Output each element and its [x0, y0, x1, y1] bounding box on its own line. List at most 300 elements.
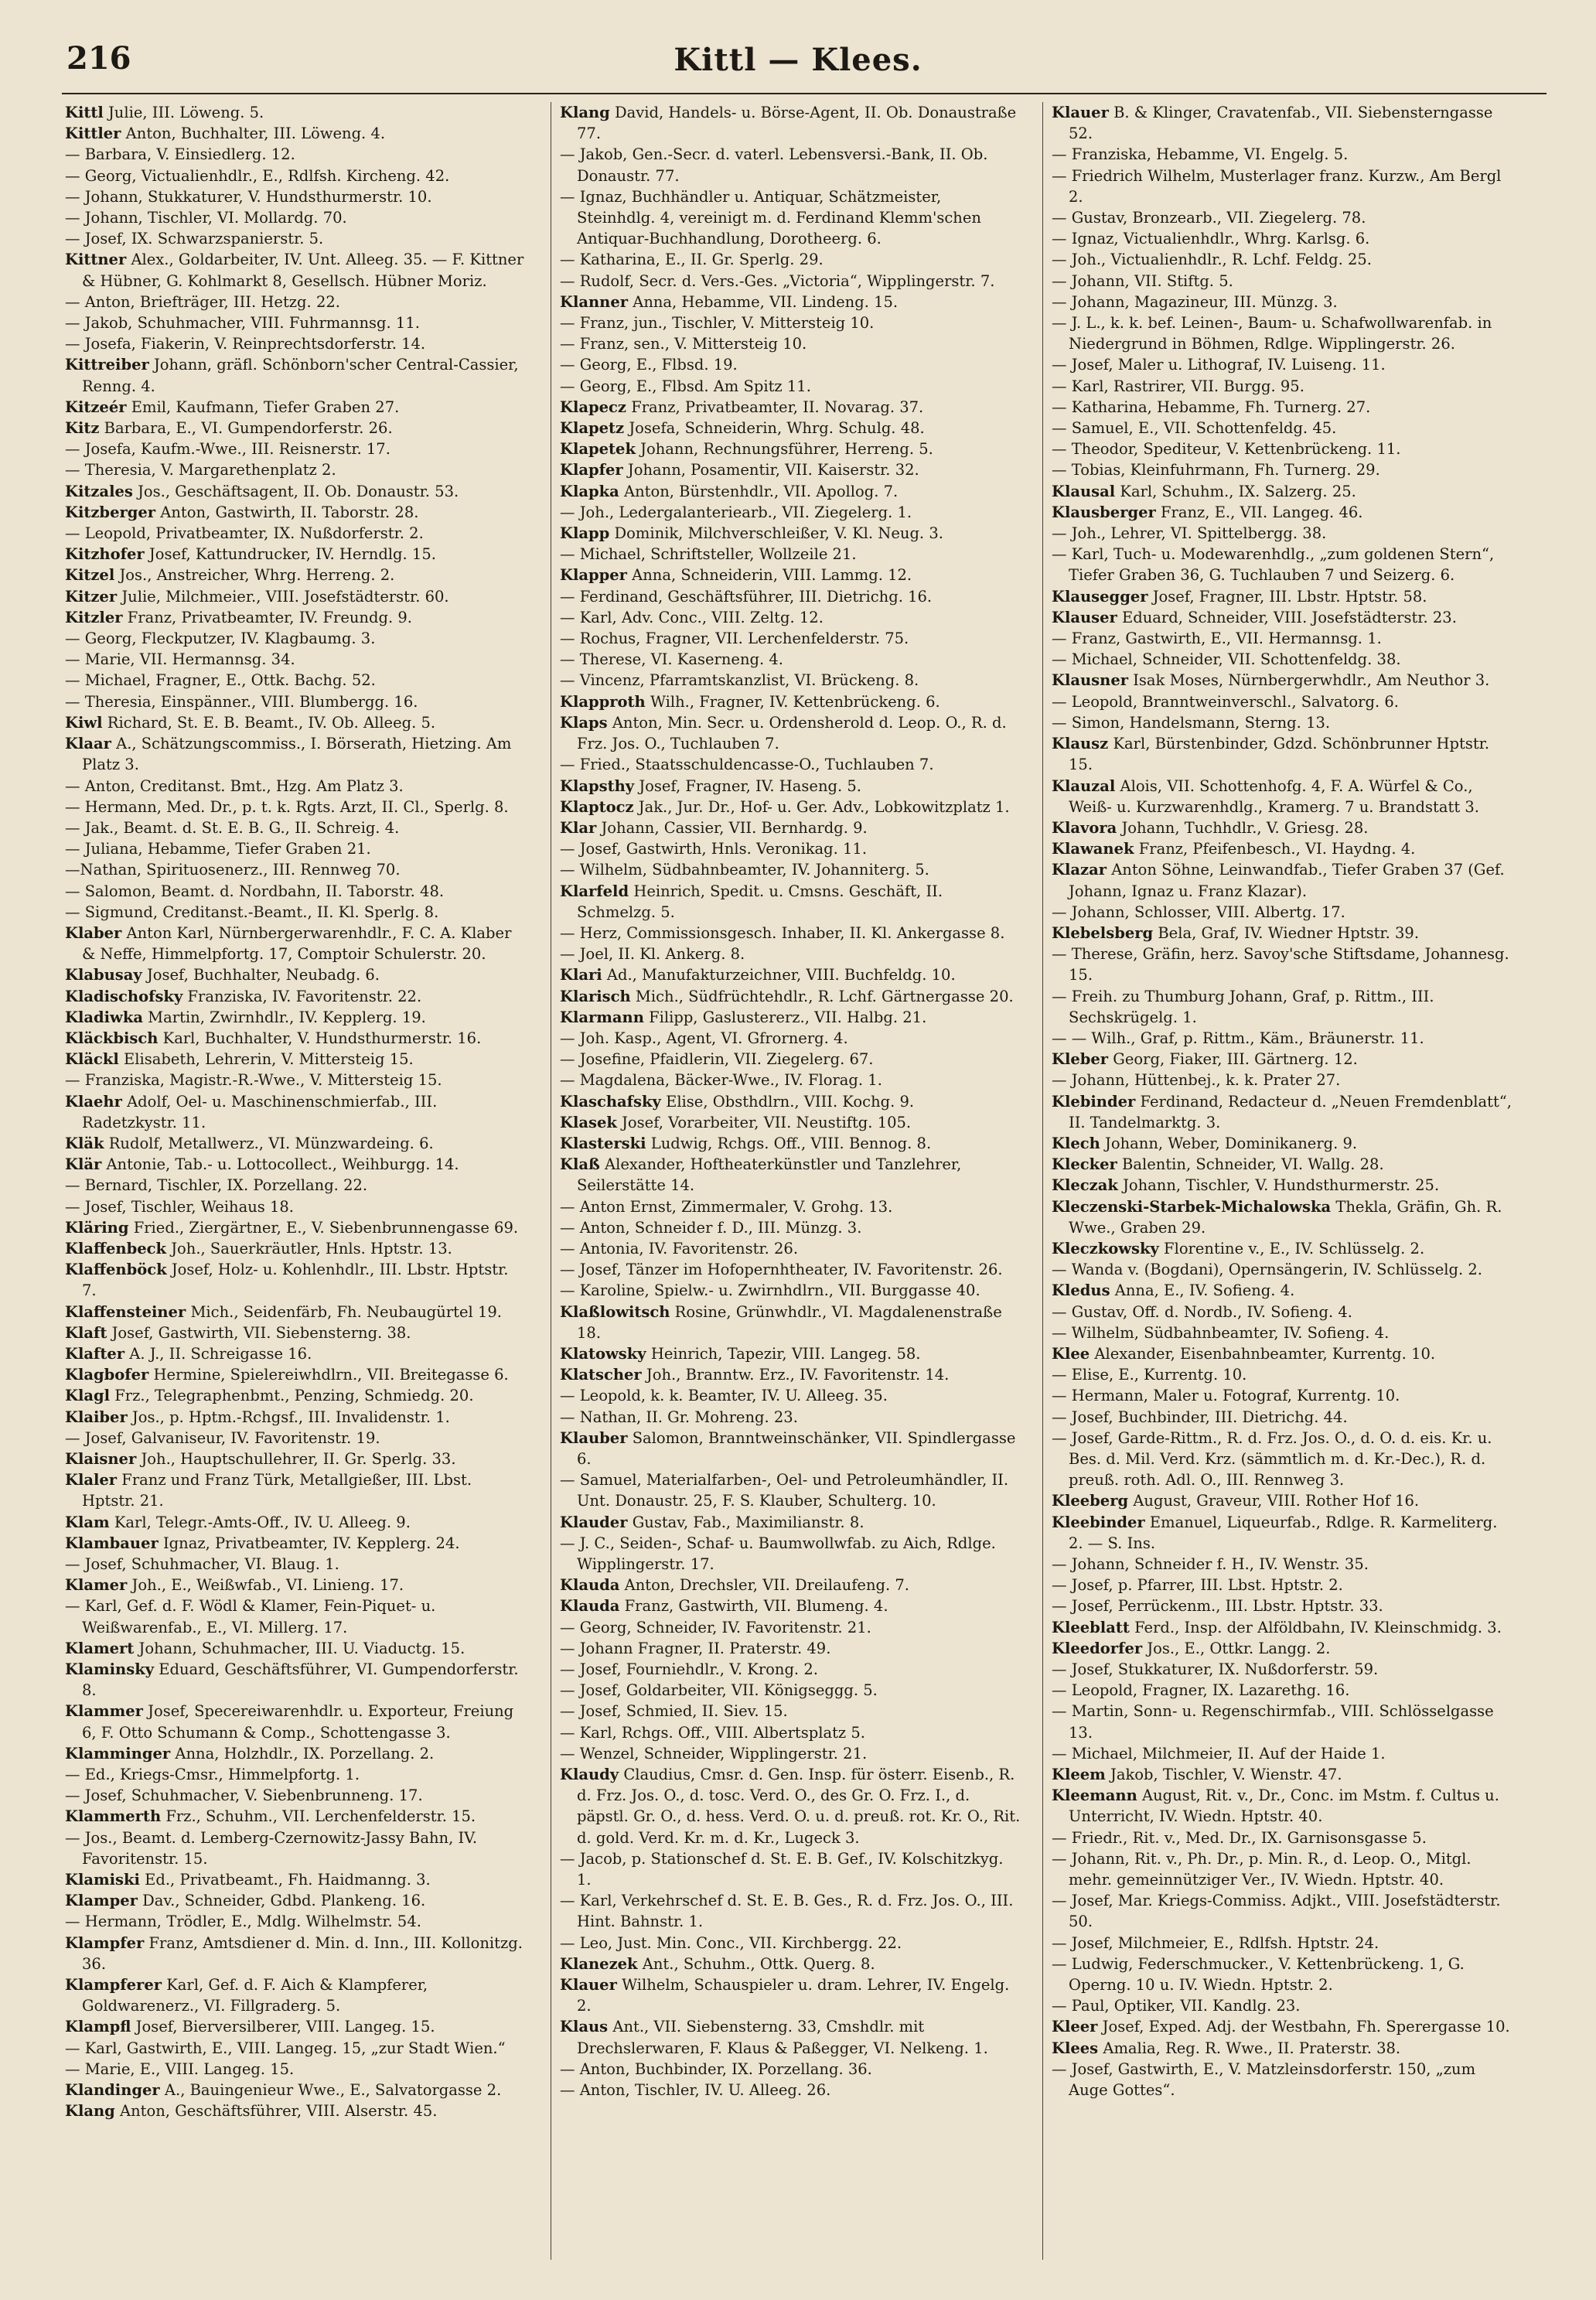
entry-text: Filipp, Gaslustererz., VII. Halbg. 21. [649, 1008, 927, 1026]
directory-entry [560, 1701, 1022, 1722]
directory-entry [560, 1007, 1022, 1028]
directory-entry [1052, 249, 1514, 270]
entry-text: — Josef, Perrückenm., III. Lbstr. Hptstr. 33. [1052, 1597, 1383, 1616]
directory-entry [65, 544, 527, 565]
directory-entry [560, 292, 1022, 312]
directory-entry [65, 292, 527, 312]
directory-entry [1052, 2016, 1514, 2037]
directory-entry [65, 1701, 527, 1742]
entry-text: — Vincenz, Pfarramtskanzlist, VI. Brückeng. 8. [560, 671, 919, 690]
directory-entry [560, 1638, 1022, 1659]
directory-entry [1052, 986, 1514, 1028]
entry-text: — Anton, Schneider f. D., III. Münzg. 3. [560, 1218, 862, 1237]
entry-text: Hermine, Spielereiwhdlrn., VII. Breitegasse 6. [153, 1366, 509, 1384]
entry-surname: Kleczkowsky [1052, 1239, 1159, 1257]
entry-surname: Klawanek [1052, 840, 1134, 858]
directory-entry [560, 1364, 1022, 1385]
entry-text: Anton, Drechsler, VII. Dreilaufeng. 7. [624, 1576, 910, 1595]
directory-entry [560, 1512, 1022, 1533]
entry-text: Josef, Fragner, IV. Haseng. 5. [639, 776, 861, 795]
directory-entry [560, 459, 1022, 480]
entry-text: — Karl, Verkehrschef d. St. E. B. Ges., R. d. Frz. Jos. O., III. Hint. Bahnstr. 1. [560, 1892, 1014, 1931]
directory-entry [1052, 1028, 1514, 1049]
entry-surname: Kleeberg [1052, 1492, 1129, 1510]
directory-entry [1052, 144, 1514, 165]
entry-text: Alexander, Hoftheaterkünstler und Tanzlehrer, Seilerstätte 14. [577, 1155, 962, 1195]
directory-entry [65, 502, 527, 523]
directory-entry [560, 186, 1022, 250]
entry-surname: Klamminger [65, 1744, 171, 1763]
entry-text: — Johann, Hüttenbej., k. k. Prater 27. [1052, 1071, 1341, 1090]
directory-entry [65, 1869, 527, 1890]
directory-entry [560, 712, 1022, 754]
page-number: 216 [66, 40, 131, 77]
entry-surname: Klapper [560, 566, 627, 585]
entry-text: Anton Karl, Nürnbergerwarenhdlr., F. C. A. Klaber & Neffe, Himmelpfortg. 17, Comptoir Schulerstr. 20. [82, 923, 512, 964]
entry-text: Rudolf, Metallwerz., VI. Münzwardeing. 6. [108, 1134, 434, 1152]
directory-entry [1052, 207, 1514, 228]
directory-entry [65, 1428, 527, 1449]
directory-entry [65, 418, 527, 439]
directory-entry [1052, 1322, 1514, 1343]
directory-entry [65, 859, 527, 880]
entry-text: Richard, St. E. B. Beamt., IV. Ob. Alleeg. 5. [107, 713, 436, 732]
entry-text: — Josef, Tänzer im Hofopernhtheater, IV. Favoritenstr. 26. [560, 1261, 1003, 1279]
entry-text: Jos., Anstreicher, Whrg. Herreng. 2. [119, 566, 395, 585]
entry-text: — Therese, VI. Kaserneng. 4. [560, 650, 783, 669]
entry-text: — Barbara, V. Einsiedlerg. 12. [65, 145, 295, 164]
entry-text: Anton, Gastwirth, II. Taborstr. 28. [160, 503, 419, 521]
directory-entry [65, 144, 527, 165]
entry-text: Anton Söhne, Leinwandfab., Tiefer Graben 37 (Gef. Johann, Ignaz u. Franz Klazar). [1069, 861, 1505, 900]
directory-entry [65, 207, 527, 228]
directory-entry [65, 1595, 527, 1637]
entry-text: — Georg, E., Flbsd. Am Spitz 11. [560, 377, 811, 395]
entry-text: Josef, Vorarbeiter, VII. Neustiftg. 105. [622, 1113, 912, 1131]
entry-text: Ad., Manufakturzeichner, VIII. Buchfeldg. 10. [606, 966, 956, 984]
entry-text: Barbara, E., VI. Gumpendorferstr. 26. [104, 419, 393, 438]
directory-entry [65, 712, 527, 733]
entry-text: — Joh., Victualienhdlr., R. Lchf. Feldg. 25. [1052, 251, 1372, 269]
directory-entry [560, 1890, 1022, 1932]
entry-text: Isak Moses, Nürnbergerwhdlr., Am Neuthor 3. [1133, 671, 1490, 690]
directory-entry [1052, 1848, 1514, 1890]
entry-text: David, Handels- u. Börse-Agent, II. Ob. Donaustraße 77. [577, 104, 1017, 143]
entry-text: — Georg, Schneider, IV. Favoritenstr. 21. [560, 1618, 871, 1636]
directory-entry [560, 102, 1022, 144]
entry-text: — Rudolf, Secr. d. Vers.-Ges. „Victoria“, Wipplingerstr. 7. [560, 271, 995, 290]
directory-entry [560, 1575, 1022, 1595]
directory-entry [1052, 1680, 1514, 1701]
entry-text: — Paul, Optiker, VII. Kandlg. 23. [1052, 1997, 1301, 2015]
entry-surname: Klaus [560, 2018, 609, 2036]
directory-entry [560, 1217, 1022, 1238]
directory-entry [65, 1911, 527, 1932]
entry-text: Balentin, Schneider, VI. Wallg. 28. [1122, 1155, 1384, 1174]
entry-text: Ant., Schuhm., Ottk. Querg. 8. [642, 1954, 875, 1973]
entry-text: Wilhelm, Schauspieler u. dram. Lehrer, IV. Engelg. 2. [577, 1976, 1010, 2015]
entry-surname: Klaß [560, 1155, 600, 1174]
entry-surname: Klamer [65, 1576, 128, 1595]
entry-text: Claudius, Cmsr. d. Gen. Insp. für österr. Eisenb., R. d. Frz. Jos. O., d. tosc. Verd. O., des Gr. O. Frz. I., d. päpstl. Gr. O., d. hess. Verd. O. u. d. preuß. rot. Kr. O., Rit. d. gold. Verd. Kr. m. d. Kr., Lugeck 3. [577, 1766, 1021, 1847]
directory-entry [560, 1617, 1022, 1638]
entry-surname: Klaber [65, 923, 122, 942]
entry-surname: Klapsthy [560, 776, 635, 795]
entry-text: Anton, Bürstenhdlr., VII. Apollog. 7. [623, 482, 899, 500]
entry-surname: Kittreiber [65, 356, 149, 374]
directory-entry [1052, 607, 1514, 628]
entry-text: Josefa, Schneiderin, Whrg. Schulg. 48. [629, 419, 925, 438]
entry-surname: Klauda [560, 1597, 620, 1616]
entry-text: Josef, Bierversilberer, VIII. Langeg. 15. [135, 2018, 435, 2036]
entry-text: — Leopold, Branntweinverschl., Salvatorg. 6. [1052, 692, 1399, 711]
entry-text: — Josef, Gastwirth, E., V. Matzleinsdorferstr. 150, „zum Auge Gottes“. [1052, 2059, 1476, 2100]
entry-text: Karl, Bürstenbinder, Gdzd. Schönbrunner Hptstr. 15. [1069, 735, 1490, 774]
entry-text: Fried., Ziergärtner, E., V. Siebenbrunnengasse 69. [133, 1218, 519, 1237]
directory-entry [560, 565, 1022, 585]
directory-entry [560, 249, 1022, 270]
entry-text: — Ignaz, Buchhändler u. Antiquar, Schätzmeister, Steinhdlg. 4, vereinigt m. d. Ferdinand Klemm'schen Antiquar-Buchhandlung, Dorotheerg. 6. [560, 187, 981, 248]
directory-entry [560, 986, 1022, 1007]
directory-entry [65, 1743, 527, 1764]
entry-text: Johann, Schuhmacher, III. U. Viaductg. 15. [138, 1639, 466, 1657]
directory-entry [65, 333, 527, 354]
directory-entry [560, 1238, 1022, 1259]
directory-entry [560, 376, 1022, 397]
entry-surname: Kleczenski-Starbek-Michalowska [1052, 1197, 1332, 1216]
entry-surname: Klauer [560, 1976, 617, 1995]
entry-text: — Anton, Buchbinder, IX. Porzellang. 36. [560, 2059, 872, 2078]
directory-entry [65, 439, 527, 459]
entry-text: Joh., E., Weißwfab., VI. Linieng. 17. [131, 1576, 404, 1595]
entry-text: — Elise, E., Kurrentg. 10. [1052, 1366, 1247, 1384]
entry-surname: Kittner [65, 251, 127, 269]
directory-entry [560, 397, 1022, 418]
directory-entry [560, 670, 1022, 691]
directory-entry [1052, 1490, 1514, 1511]
entry-text: — Herz, Commissionsgesch. Inhaber, II. Kl. Ankergasse 8. [560, 923, 1005, 942]
entry-surname: Klebinder [1052, 1092, 1136, 1111]
directory-entry [560, 144, 1022, 186]
directory-entry [65, 1070, 527, 1090]
directory-entry [560, 2016, 1022, 2058]
entry-surname: Klampfl [65, 2018, 131, 2036]
directory-entry [560, 1469, 1022, 1511]
entry-surname: Kleczak [1052, 1176, 1118, 1195]
directory-entry [560, 586, 1022, 607]
directory-entry [65, 166, 527, 186]
entry-text: — Jakob, Gen.-Secr. d. vaterl. Lebensversi.-Bank, II. Ob. Donaustr. 77. [560, 145, 988, 185]
entry-surname: Klarfeld [560, 882, 629, 900]
directory-entry [65, 964, 527, 985]
entry-text: — Ferdinand, Geschäftsführer, III. Dietrichg. 16. [560, 587, 933, 606]
entry-text: Florentine v., E., IV. Schlüsselg. 2. [1164, 1239, 1425, 1257]
entry-surname: Klauder [560, 1513, 628, 1531]
entry-surname: Kitzales [65, 482, 133, 500]
entry-surname: Klanezek [560, 1954, 638, 1973]
entry-surname: Klasterski [560, 1134, 646, 1152]
entry-text: — Karl, Rchgs. Off., VIII. Albertsplatz 5. [560, 1723, 865, 1742]
entry-surname: Klagl [65, 1387, 111, 1405]
entry-surname: Klaminsky [65, 1660, 155, 1679]
directory-entry [65, 1512, 527, 1533]
entry-text: — Anton, Tischler, IV. U. Alleeg. 26. [560, 2081, 831, 2100]
entry-text: Karl, Buchhalter, V. Hundsthurmerstr. 16. [162, 1029, 482, 1047]
directory-entry [560, 754, 1022, 775]
entry-text: Georg, Fiaker, III. Gärtnerg. 12. [1113, 1050, 1358, 1069]
directory-entry [1052, 459, 1514, 480]
directory-entry [560, 271, 1022, 292]
directory-entry [560, 607, 1022, 628]
entry-text: — Karl, Gastwirth, E., VIII. Langeg. 15, „zur Stadt Wien.“ [65, 2039, 506, 2057]
entry-text: — Theresia, V. Margarethenplatz 2. [65, 461, 336, 479]
directory-entry [1052, 102, 1514, 144]
entry-text: — Josef, Galvaniseur, IV. Favoritenstr. 19. [65, 1428, 380, 1447]
entry-text: — Johann Fragner, II. Praterstr. 49. [560, 1639, 831, 1657]
entry-text: Josef, Holz- u. Kohlenhdlr., III. Lbstr. Hptstr. 7. [82, 1261, 509, 1300]
entry-text: — Fried., Staatsschuldencasse-O., Tuchlauben 7. [560, 756, 934, 774]
entry-text: Eduard, Geschäftsführer, VI. Gumpendorferstr. 8. [82, 1660, 519, 1700]
entry-text: Josef, Fragner, III. Lbstr. Hptstr. 58. [1152, 587, 1427, 606]
entry-surname: Klammer [65, 1702, 143, 1721]
entry-text: —Nathan, Spirituosenerz., III. Rennweg 70. [65, 861, 401, 879]
directory-entry [65, 1217, 527, 1238]
entry-text: — Ignaz, Victualienhdlr., Whrg. Karlsg. 6. [1052, 230, 1370, 248]
entry-text: — Josef, Fourniehdlr., V. Krong. 2. [560, 1660, 818, 1679]
entry-text: Joh., Hauptschullehrer, II. Gr. Sperlg. 33. [141, 1450, 456, 1468]
entry-text: Emil, Kaufmann, Tiefer Graben 27. [131, 398, 400, 416]
directory-entry [1052, 166, 1514, 207]
entry-surname: Kladischofsky [65, 987, 183, 1005]
entry-text: Heinrich, Tapezir, VIII. Langeg. 58. [650, 1344, 921, 1363]
entry-surname: Klär [65, 1155, 102, 1174]
directory-entry [65, 1091, 527, 1133]
entry-surname: Klaffensteiner [65, 1302, 186, 1321]
entry-text: — J. C., Seiden-, Schaf- u. Baumwollwfab. zu Aich, Rdlge. Wipplingerstr. 17. [560, 1534, 996, 1574]
directory-entry [560, 1407, 1022, 1428]
directory-entry [1052, 1049, 1514, 1070]
directory-entry [65, 1364, 527, 1385]
entry-text: Anna, Hebamme, VII. Lindeng. 15. [633, 292, 899, 311]
directory-entry [560, 944, 1022, 964]
entry-text: August, Rit. v., Dr., Conc. im Mstm. f. Cultus u. Unterricht, IV. Wiedn. Hptstr. 40. [1069, 1786, 1499, 1826]
directory-entry [1052, 691, 1514, 712]
directory-entry [560, 1533, 1022, 1575]
entry-text: — Jacob, p. Stationschef d. St. E. B. Gef., IV. Kolschitzkyg. 1. [560, 1849, 1004, 1889]
entry-surname: Klapetz [560, 419, 625, 438]
entry-surname: Kittler [65, 125, 121, 143]
directory-entry [65, 1638, 527, 1659]
column-3 [1052, 102, 1514, 2100]
directory-entry [65, 2080, 527, 2100]
entry-text: — Karl, Tuch- u. Modewarenhdlg., „zum goldenen Stern“, Tiefer Graben 36, G. Tuchlauben 7 und Seizerg. 6. [1052, 545, 1495, 585]
entry-text: Elisabeth, Lehrerin, V. Mittersteig 15. [124, 1050, 414, 1069]
entry-text: — Josef, Milchmeier, E., Rdlfsh. Hptstr. 24. [1052, 1933, 1379, 1952]
entry-text: Frz., Schuhm., VII. Lerchenfelderstr. 15. [165, 1807, 476, 1826]
entry-text: Johann, Tischler, V. Hundsthurmerstr. 25. [1123, 1176, 1440, 1195]
entry-text: Dominik, Milchverschleißer, V. Kl. Neug. 3. [614, 524, 943, 543]
entry-surname: Kitz [65, 419, 100, 438]
entry-text: Franz, Privatbeamter, IV. Freundg. 9. [127, 608, 412, 626]
entry-text: — Josefa, Kaufm.-Wwe., III. Reisnerstr. 17. [65, 440, 390, 459]
entry-text: — Josef, Garde-Rittm., R. d. Frz. Jos. O., d. O. d. eis. Kr. u. Bes. d. Mil. Verd. Krz. (sämmtlich m. d. Kr.-Dec.), R. d. preuß. roth. Adl. O., III. Rennweg 3. [1052, 1428, 1492, 1490]
directory-entry [560, 1764, 1022, 1848]
entry-text: Franziska, IV. Favoritenstr. 22. [187, 987, 422, 1005]
directory-entry [1052, 1302, 1514, 1322]
entry-text: — Wilhelm, Südbahnbeamter, IV. Sofieng. 4. [1052, 1323, 1390, 1342]
directory-entry [65, 228, 527, 249]
entry-text: Martin, Zwirnhdlr., IV. Kepplerg. 19. [148, 1008, 426, 1026]
header-rule [62, 93, 1547, 94]
directory-entry [65, 565, 527, 585]
entry-text: — Johann, Schlosser, VIII. Albertg. 17. [1052, 903, 1345, 921]
entry-surname: Kleem [1052, 1766, 1106, 1784]
directory-entry [1052, 1933, 1514, 1954]
directory-entry [65, 1827, 527, 1869]
entry-text: — Wenzel, Schneider, Wipplingerstr. 21. [560, 1744, 868, 1763]
entry-surname: Klauer [1052, 104, 1109, 121]
entry-text: — Marie, E., VIII. Langeg. 15. [65, 2059, 295, 2078]
entry-text: — Jos., Beamt. d. Lemberg-Czernowitz-Jassy Bahn, IV. Favoritenstr. 15. [65, 1828, 478, 1868]
directory-entry [1052, 1995, 1514, 2016]
entry-surname: Klaffenbeck [65, 1239, 167, 1257]
entry-text: — Antonia, IV. Favoritenstr. 26. [560, 1239, 799, 1257]
entry-text: — Josef, Schmied, II. Siev. 15. [560, 1702, 788, 1721]
directory-entry [560, 1154, 1022, 1196]
entry-surname: Klees [1052, 2039, 1099, 2057]
directory-entry [560, 1933, 1022, 1954]
entry-text: — J. L., k. k. bef. Leinen-, Baum- u. Schafwollwarenfab. in Niedergrund in Böhmen, Rdlge. Wipplingerstr. 26. [1052, 314, 1492, 353]
entry-text: — Michael, Milchmeier, II. Auf der Haide 1. [1052, 1744, 1386, 1763]
directory-entry [560, 1028, 1022, 1049]
directory-entry [1052, 523, 1514, 544]
entry-text: — Salomon, Beamt. d. Nordbahn, II. Taborstr. 48. [65, 882, 445, 900]
directory-entry [65, 2038, 527, 2059]
directory-entry [65, 1385, 527, 1406]
entry-surname: Klar [560, 818, 597, 837]
entry-surname: Klaiber [65, 1408, 128, 1426]
entry-text: A., Schätzungscommiss., I. Börserath, Hietzing. Am Platz 3. [82, 735, 512, 774]
entry-text: — Rochus, Fragner, VII. Lerchenfelderstr. 75. [560, 630, 909, 648]
entry-surname: Klausner [1052, 671, 1129, 690]
directory-entry [65, 733, 527, 775]
directory-entry [560, 1259, 1022, 1280]
entry-surname: Klausberger [1052, 503, 1156, 521]
entry-text: — Josefine, Pfaidlerin, VII. Ziegelerg. 67. [560, 1050, 874, 1069]
directory-entry [560, 1343, 1022, 1364]
directory-entry [65, 1196, 527, 1217]
directory-entry [560, 776, 1022, 797]
directory-entry [1052, 397, 1514, 418]
entry-text: — Katharina, E., II. Gr. Sperlg. 29. [560, 251, 824, 269]
entry-surname: Klecker [1052, 1155, 1117, 1174]
directory-entry [1052, 1407, 1514, 1428]
entry-text: — Josef, Tischler, Weihaus 18. [65, 1197, 294, 1216]
entry-text: — Joh., Ledergalanteriearb., VII. Ziegelerg. 1. [560, 503, 912, 521]
directory-entry [65, 1806, 527, 1827]
entry-text: — Josef, Buchbinder, III. Dietrichg. 44. [1052, 1408, 1348, 1426]
entry-text: — Samuel, E., VII. Schottenfeldg. 45. [1052, 419, 1337, 438]
entry-text: — Tobias, Kleinfuhrmann, Fh. Turnerg. 29. [1052, 461, 1380, 479]
directory-entry [65, 1469, 527, 1511]
directory-entry [1052, 1954, 1514, 1995]
directory-entry [65, 838, 527, 859]
entry-text: — Josef, Maler u. Lithograf, IV. Luiseng. 11. [1052, 356, 1386, 374]
entry-surname: Klausal [1052, 482, 1116, 500]
entry-text: — Josef, Mar. Kriegs-Commiss. Adjkt., VIII. Josefstädterstr. 50. [1052, 1892, 1501, 1931]
directory-entry [560, 1049, 1022, 1070]
entry-text: — Josefa, Fiakerin, V. Reinprechtsdorferstr. 14. [65, 335, 426, 353]
entry-text: Gustav, Fab., Maximilianstr. 8. [632, 1513, 864, 1531]
entry-surname: Klapp [560, 524, 610, 543]
entry-text: — Johann, Tischler, VI. Mollardg. 70. [65, 209, 347, 227]
directory-entry [560, 1722, 1022, 1743]
directory-entry [65, 1933, 527, 1974]
directory-entry [65, 1259, 527, 1301]
entry-surname: Klazar [1052, 861, 1107, 879]
entry-surname: Klaschafsky [560, 1092, 661, 1111]
directory-entry [1052, 1743, 1514, 1764]
directory-entry [1052, 544, 1514, 585]
entry-text: — Karl, Gef. d. F. Wödl & Klamer, Fein-Piquet- u. Weißwarenfab., E., VI. Millerg. 17. [65, 1597, 436, 1636]
directory-entry [560, 1385, 1022, 1406]
entry-surname: Klatowsky [560, 1344, 646, 1363]
entry-surname: Klavora [1052, 818, 1117, 837]
directory-entry [1052, 1091, 1514, 1133]
entry-text: Jos., p. Hptm.-Rchgsf., III. Invalidenstr. 1. [131, 1408, 450, 1426]
entry-surname: Kitzeér [65, 398, 127, 416]
entry-text: August, Graveur, VIII. Rother Hof 16. [1133, 1492, 1420, 1510]
column-divider [1042, 102, 1043, 2260]
directory-entry [65, 1575, 527, 1595]
entry-text: Josef, Gastwirth, VII. Siebensterng. 38. [111, 1323, 411, 1342]
directory-entry [65, 902, 527, 923]
directory-entry [1052, 1785, 1514, 1827]
entry-surname: Kleer [1052, 2018, 1098, 2036]
directory-entry [1052, 292, 1514, 312]
directory-entry [1052, 1428, 1514, 1491]
directory-entry [65, 797, 527, 817]
entry-surname: Klaar [65, 735, 111, 753]
entry-text: — Leopold, Fragner, IX. Lazarethg. 16. [1052, 1681, 1350, 1700]
entry-text: Ludwig, Rchgs. Off., VIII. Bennog. 8. [650, 1134, 932, 1152]
directory-entry [560, 481, 1022, 502]
directory-entry [1052, 670, 1514, 691]
directory-entry [1052, 1701, 1514, 1742]
entry-text: Wilh., Fragner, IV. Kettenbrückeng. 6. [650, 692, 940, 711]
directory-entry [560, 1428, 1022, 1469]
entry-surname: Klausz [1052, 735, 1109, 753]
directory-entry [1052, 1364, 1514, 1385]
directory-entry [1052, 586, 1514, 607]
entry-surname: Kläckbisch [65, 1029, 159, 1047]
entry-text: Johann, gräfl. Schönborn'scher Central-Cassier, Renng. 4. [82, 356, 519, 395]
column-1 [65, 102, 527, 2122]
entry-text: — Joel, II. Kl. Ankerg. 8. [560, 945, 745, 964]
entry-surname: Klammerth [65, 1807, 162, 1826]
directory-entry [560, 1595, 1022, 1616]
entry-text: Antonie, Tab.- u. Lottocollect., Weihburgg. 14. [106, 1155, 459, 1174]
entry-surname: Klamper [65, 1892, 138, 1910]
directory-entry [560, 1954, 1022, 1974]
entry-surname: Klarisch [560, 987, 631, 1005]
entry-surname: Klapecz [560, 398, 626, 416]
entry-text: Karl, Gef. d. F. Aich & Klampferer, Goldwarenerz., VI. Fillgraderg. 5. [82, 1976, 428, 2015]
entry-surname: Klam [65, 1513, 110, 1531]
directory-entry [65, 1533, 527, 1554]
entry-text: — Sigmund, Creditanst.-Beamt., II. Kl. Sperlg. 8. [65, 903, 439, 921]
directory-entry [1052, 649, 1514, 670]
